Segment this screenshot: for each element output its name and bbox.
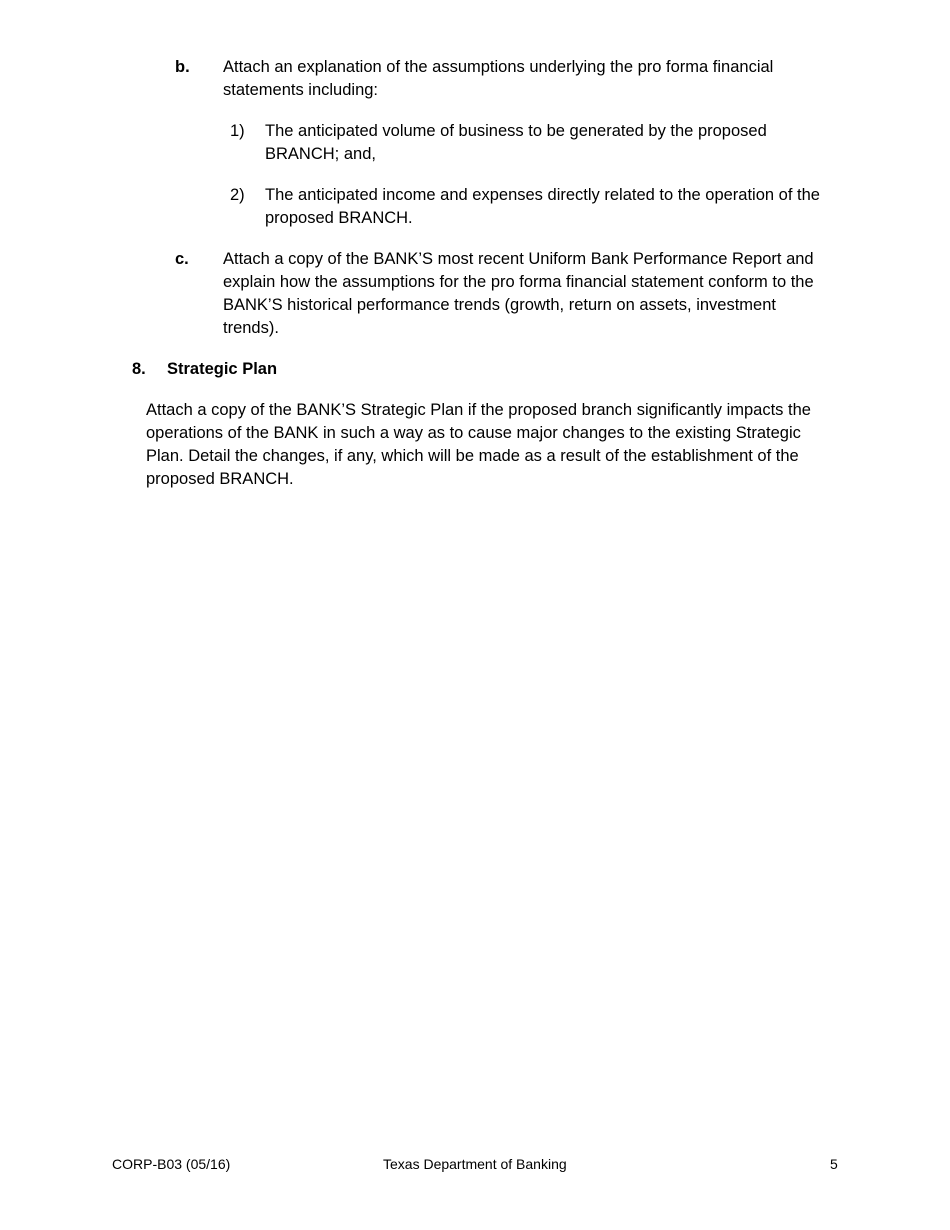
footer-form-id: CORP-B03 (05/16) — [112, 1156, 231, 1172]
subitem-1-marker: 1) — [230, 122, 245, 140]
subitem-1-text: The anticipated volume of business to be generated by the proposed BRANCH; and, — [265, 122, 767, 163]
subitem-2-marker: 2) — [230, 186, 245, 204]
subitem-2-text: The anticipated income and expenses directly related to the operation of the proposed BRANCH. — [265, 186, 820, 227]
footer-page-number: 5 — [830, 1156, 838, 1172]
footer-agency: Texas Department of Banking — [383, 1156, 567, 1172]
section-8-number: 8. — [132, 360, 146, 378]
item-c-marker: c. — [175, 250, 189, 268]
item-c-text: Attach a copy of the BANK’S most recent Uniform Bank Performance Report and explain how the assumptions for the pro forma financial statement conform to the BANK’S historical performance trends (growth, return on assets, investment trends). — [223, 250, 814, 337]
section-8-title: Strategic Plan — [167, 360, 278, 378]
item-b-text: Attach an explanation of the assumptions underlying the pro forma financial statements including: — [223, 58, 774, 99]
section-8-body: Attach a copy of the BANK’S Strategic Plan if the proposed branch significantly impacts the operations of the BANK in such a way as to cause major changes to the existing Strategic Plan. Detail the changes, if any, which will be made as a result of the establishment of the proposed BRANCH. — [146, 401, 811, 488]
item-b-marker: b. — [175, 58, 190, 76]
